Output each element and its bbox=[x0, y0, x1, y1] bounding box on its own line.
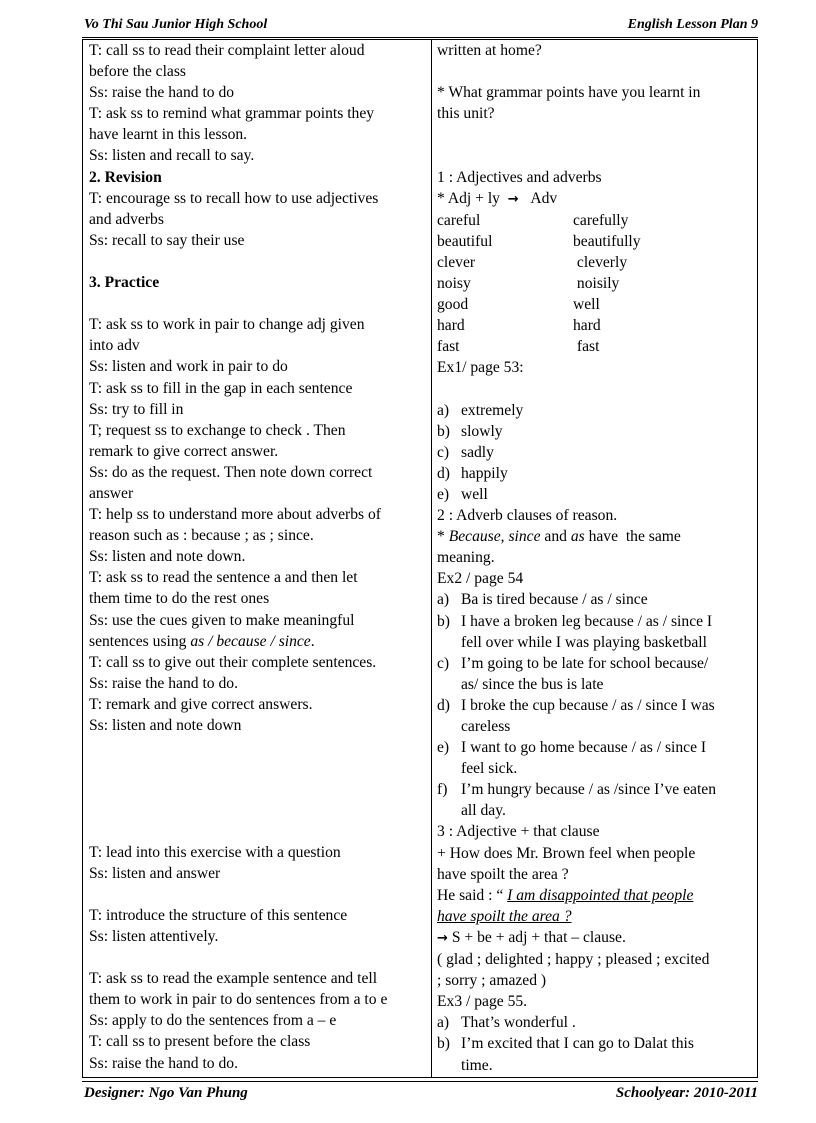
section1-title: 1 : Adjectives and adverbs bbox=[437, 168, 602, 186]
list-item: e) well bbox=[437, 485, 488, 503]
left-line: T: remark and give correct answers. bbox=[89, 695, 313, 713]
adj-adv-pair: fast fast bbox=[437, 338, 600, 356]
left-line: Ss: listen and answer bbox=[89, 864, 221, 882]
left-line: T: encourage ss to recall how to use adjectives bbox=[89, 189, 379, 207]
left-line: T: ask ss to remind what grammar points they bbox=[89, 105, 375, 123]
left-line: Ss: listen and work in pair to do bbox=[89, 358, 288, 376]
right-line: written at home? bbox=[437, 42, 542, 59]
lesson-table bbox=[82, 39, 758, 1078]
header-school: Vo Thi Sau Junior High School bbox=[84, 17, 268, 32]
list-item: e) I want to go home because / as / since I bbox=[437, 739, 707, 757]
header-plan: English Lesson Plan 9 bbox=[627, 17, 758, 32]
teacher-activities-column bbox=[89, 40, 427, 1074]
left-line: T: lead into this exercise with a question bbox=[89, 843, 341, 861]
left-line: Ss: apply to do the sentences from a – e bbox=[89, 1012, 337, 1030]
left-line: Ss: do as the request. Then note down correct bbox=[89, 463, 373, 481]
list-item: c) sadly bbox=[437, 443, 494, 461]
left-line: have learnt in this lesson. bbox=[89, 126, 248, 144]
adj-adv-pair: hard hard bbox=[437, 317, 601, 335]
list-item-cont: as/ since the bus is late bbox=[461, 675, 604, 693]
footer-rule bbox=[82, 1081, 758, 1082]
left-line: Ss: listen and note down. bbox=[89, 548, 246, 566]
left-line: Ss: raise the hand to do bbox=[89, 84, 235, 102]
left-line: them time to do the rest ones bbox=[89, 590, 270, 608]
left-line: T: ask ss to read the example sentence and tell bbox=[89, 970, 378, 988]
left-line: before the class bbox=[89, 63, 186, 81]
column-divider bbox=[431, 40, 432, 1077]
practice-heading: 3. Practice bbox=[89, 274, 160, 292]
list-item: b) slowly bbox=[437, 422, 503, 440]
right-line: have spoilt the area ? bbox=[437, 865, 569, 883]
left-line: T: call ss to give out their complete sentences. bbox=[89, 653, 377, 671]
exercise1-title: Ex1/ page 53: bbox=[437, 359, 524, 377]
left-line: T: ask ss to read the sentence a and then let bbox=[89, 569, 358, 587]
right-line: ; sorry ; amazed ) bbox=[437, 972, 547, 990]
formula: * Adj + ly → Adv bbox=[437, 189, 558, 207]
arrow-icon: → bbox=[437, 930, 448, 946]
left-line: Ss: listen and recall to say. bbox=[89, 147, 255, 165]
list-item: b) I’m excited that I can go to Dalat this bbox=[437, 1035, 694, 1053]
list-item: f) I’m hungry because / as /since I’ve eaten bbox=[437, 781, 717, 799]
board-content-column bbox=[437, 40, 753, 1076]
list-item-cont: time. bbox=[461, 1056, 493, 1074]
right-line: * What grammar points have you learnt in bbox=[437, 84, 701, 102]
list-item: d) I broke the cup because / as / since I was bbox=[437, 696, 715, 714]
exercise3-title: Ex3 / page 55. bbox=[437, 993, 528, 1011]
list-item: a) Ba is tired because / as / since bbox=[437, 591, 648, 609]
right-line: have spoilt the area ? bbox=[437, 907, 572, 925]
revision-heading: 2. Revision bbox=[89, 168, 162, 186]
list-item-cont: all day. bbox=[461, 802, 506, 820]
left-line: T: introduce the structure of this sentence bbox=[89, 906, 348, 924]
right-line: ( glad ; delighted ; happy ; pleased ; excited bbox=[437, 951, 710, 969]
left-line: them to work in pair to do sentences from a to e bbox=[89, 991, 388, 1009]
left-line: T: ask ss to fill in the gap in each sentence bbox=[89, 379, 353, 397]
list-item: d) happily bbox=[437, 464, 508, 482]
left-line: Ss: listen and note down bbox=[89, 717, 242, 734]
header-rule bbox=[82, 37, 758, 38]
list-item-cont: feel sick. bbox=[461, 760, 518, 778]
list-item-cont: fell over while I was playing basketball bbox=[461, 633, 707, 651]
section3-title: 3 : Adjective + that clause bbox=[437, 823, 600, 841]
left-line: remark to give correct answer. bbox=[89, 442, 279, 460]
exercise2-title: Ex2 / page 54 bbox=[437, 570, 524, 588]
adj-adv-pair: careful carefully bbox=[437, 211, 629, 229]
adj-adv-pair: beautiful beautifully bbox=[437, 232, 641, 250]
left-line: Ss: listen attentively. bbox=[89, 927, 219, 945]
right-line: He said : “ I am disappointed that people bbox=[437, 886, 694, 904]
left-line: T: help ss to understand more about adverbs of bbox=[89, 506, 381, 524]
adj-adv-pair: good well bbox=[437, 296, 600, 314]
right-line: this unit? bbox=[437, 105, 495, 123]
right-line: * Because, since and as have the same bbox=[437, 528, 681, 546]
left-line: reason such as : because ; as ; since. bbox=[89, 527, 314, 545]
footer-year: Schoolyear: 2010-2011 bbox=[615, 1085, 758, 1101]
left-line: Ss: recall to say their use bbox=[89, 231, 245, 249]
left-line: Ss: raise the hand to do. bbox=[89, 1054, 238, 1072]
list-item: c) I’m going to be late for school because/ bbox=[437, 654, 709, 672]
arrow-icon: → bbox=[507, 191, 519, 207]
left-line: Ss: try to fill in bbox=[89, 400, 184, 418]
list-item-cont: careless bbox=[461, 718, 511, 735]
list-item: a) That’s wonderful . bbox=[437, 1014, 576, 1032]
footer-designer: Designer: Ngo Van Phung bbox=[84, 1085, 248, 1101]
left-line: into adv bbox=[89, 337, 140, 355]
structure-line: → S + be + adj + that – clause. bbox=[437, 928, 626, 946]
adj-adv-pair: noisy noisily bbox=[437, 275, 620, 293]
adj-adv-pair: clever cleverly bbox=[437, 253, 628, 271]
left-line: T; request ss to exchange to check . Then bbox=[89, 421, 346, 439]
left-line: and adverbs bbox=[89, 210, 164, 228]
right-line: + How does Mr. Brown feel when people bbox=[437, 844, 696, 862]
left-line: answer bbox=[89, 484, 134, 502]
left-line: T: call ss to read their complaint letter aloud bbox=[89, 42, 365, 59]
list-item: a) extremely bbox=[437, 401, 524, 419]
left-line: T: call ss to present before the class bbox=[89, 1033, 311, 1051]
left-line: Ss: use the cues given to make meaningful bbox=[89, 611, 355, 629]
left-line: Ss: raise the hand to do. bbox=[89, 674, 238, 692]
right-line: meaning. bbox=[437, 549, 495, 567]
section2-title: 2 : Adverb clauses of reason. bbox=[437, 507, 618, 525]
left-line: sentences using as / because / since. bbox=[89, 632, 315, 650]
list-item: b) I have a broken leg because / as / since I bbox=[437, 612, 713, 630]
left-line: T: ask ss to work in pair to change adj given bbox=[89, 316, 365, 334]
